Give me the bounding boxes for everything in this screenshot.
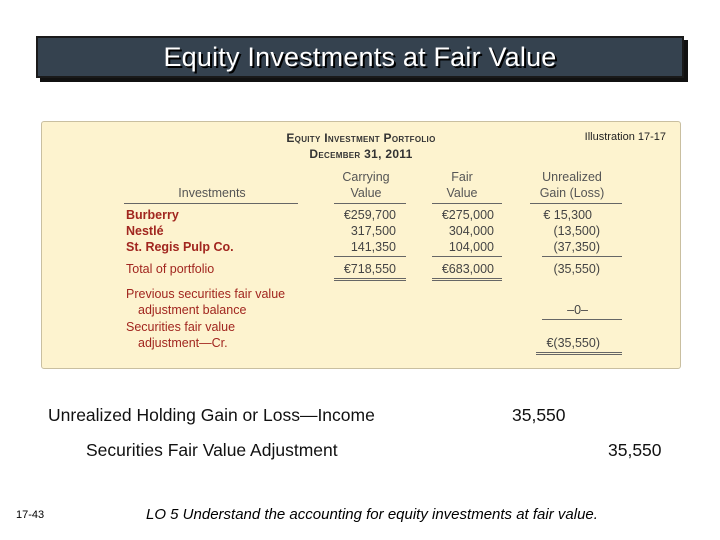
previous-balance-value: –0– xyxy=(567,303,588,317)
adjustment-label-1: Securities fair value xyxy=(126,320,236,334)
unrealized-gain: € 15,300 xyxy=(543,208,592,222)
total-double-rule xyxy=(432,278,502,281)
subtotal-rule xyxy=(432,256,502,257)
fair-value: 104,000 xyxy=(448,240,494,254)
col-header-carrying-2: Value xyxy=(350,186,382,200)
fair-value: €275,000 xyxy=(441,208,494,222)
adjustment-value: €(35,550) xyxy=(546,336,600,350)
unrealized-gain: (37,350) xyxy=(553,240,600,254)
slide-title: Equity Investments at Fair Value xyxy=(163,41,557,72)
slide-title-bar xyxy=(36,36,684,78)
carrying-value: 141,350 xyxy=(350,240,396,254)
col-header-unrealized-1: Unrealized xyxy=(542,170,602,184)
subtotal-rule xyxy=(334,256,406,257)
header-underline xyxy=(432,203,502,204)
col-header-carrying-1: Carrying xyxy=(342,170,390,184)
total-carrying: €718,550 xyxy=(343,262,396,276)
col-header-unrealized-2: Gain (Loss) xyxy=(539,186,605,200)
header-underline xyxy=(124,203,298,204)
header-underline xyxy=(530,203,622,204)
total-double-rule xyxy=(334,278,406,281)
col-header-investments: Investments xyxy=(178,186,246,200)
portfolio-date: December 31, 2011 xyxy=(309,147,413,161)
investment-name: Burberry xyxy=(126,208,179,222)
portfolio-heading: Equity Investment Portfolio xyxy=(286,131,436,145)
adjustment-double-rule xyxy=(536,352,622,355)
credit-amount: 35,550 xyxy=(608,440,662,460)
total-fair: €683,000 xyxy=(441,262,494,276)
col-header-fair-2: Value xyxy=(446,186,478,200)
debit-amount: 35,550 xyxy=(512,405,566,425)
unrealized-gain: (13,500) xyxy=(553,224,600,238)
previous-balance-label-2: adjustment balance xyxy=(138,303,247,317)
illustration-panel xyxy=(41,121,681,369)
total-label: Total of portfolio xyxy=(126,262,215,276)
carrying-value: 317,500 xyxy=(350,224,396,238)
header-underline xyxy=(334,203,406,204)
debit-account: Unrealized Holding Gain or Loss—Income xyxy=(48,405,375,425)
adjustment-rule xyxy=(542,319,622,320)
col-header-fair-1: Fair xyxy=(451,170,473,184)
investment-name: Nestlé xyxy=(126,224,164,238)
learning-objective: LO 5 Understand the accounting for equity investments at fair value. xyxy=(146,506,598,523)
fair-value: 304,000 xyxy=(448,224,494,238)
investment-name: St. Regis Pulp Co. xyxy=(126,240,234,254)
previous-balance-label-1: Previous securities fair value xyxy=(126,287,286,301)
carrying-value: €259,700 xyxy=(343,208,396,222)
total-gain: (35,550) xyxy=(553,262,600,276)
subtotal-rule xyxy=(542,256,622,257)
adjustment-label-2: adjustment—Cr. xyxy=(138,336,228,350)
credit-account: Securities Fair Value Adjustment xyxy=(86,440,338,460)
slide-number: 17-43 xyxy=(16,509,45,521)
illustration-label: Illustration 17-17 xyxy=(584,131,666,143)
